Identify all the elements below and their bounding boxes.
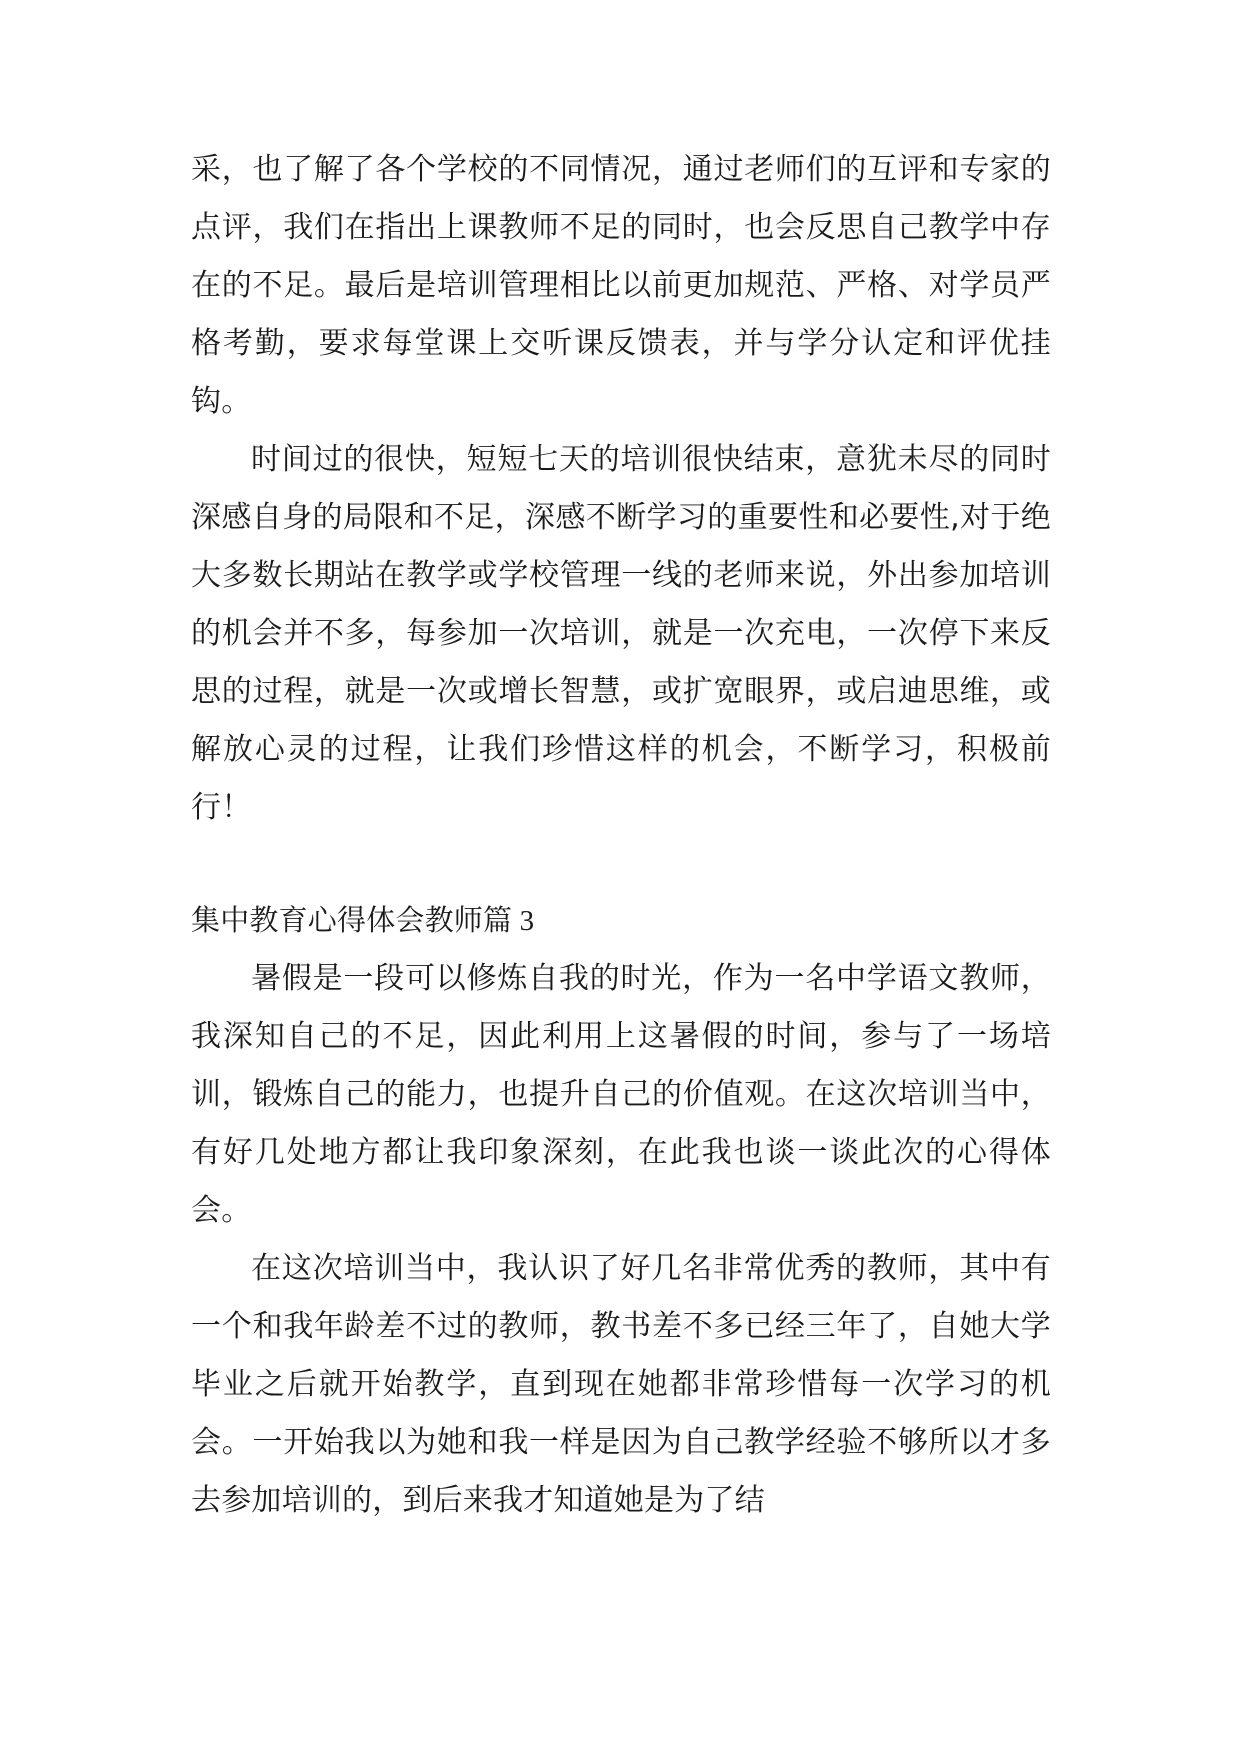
section-heading: [191, 891, 1051, 950]
document-body: [191, 141, 1051, 1530]
paragraph-excellent-teachers: 在这次培训当中，我认识了好几名非常优秀的教师，其中有一个和我年龄差不过的教师，教书差不多已经三年了，自她大学毕业之后就开始教学，直到现在她都非常珍惜每一次学习的机会。一开始我以为她和我一样是因为自己教学经验不够所以才多去参加培训的，到后来我才知道她是为了结: [191, 1251, 1051, 1518]
section-heading-number: 3: [512, 905, 535, 937]
paragraph-summer-training: 暑假是一段可以修炼自我的时光，作为一名中学语文教师，我深知自己的不足，因此利用上这暑假的时间，参与了一场培训，锻炼自己的能力，也提升自己的价值观。在这次培训当中，有好几处地方都让我印象深刻，在此我也谈一谈此次的心得体会。: [191, 961, 1051, 1228]
paragraph-continued: 采，也了解了各个学校的不同情况，通过老师们的互评和专家的点评，我们在指出上课教师不足的同时，也会反思自己教学中存在的不足。最后是培训管理相比以前更加规范、严格、对学员严格考勤，要求每堂课上交听课反馈表，并与学分认定和评优挂钩。: [191, 152, 1051, 419]
section-heading-text: 集中教育心得体会教师篇: [191, 903, 513, 937]
paragraph-training-reflection: 时间过的很快，短短七天的培训很快结束，意犹未尽的同时深感自身的局限和不足，深感不断学习的重要性和必要性,对于绝大多数长期站在教学或学校管理一线的老师来说，外出参加培训的机会并不多，每参加一次培训，就是一次充电，一次停下来反思的过程，就是一次或增长智慧，或扩宽眼界，或启迪思维，或解放心灵的过程，让我们珍惜这样的机会，不断学习，积极前行！: [191, 442, 1051, 825]
